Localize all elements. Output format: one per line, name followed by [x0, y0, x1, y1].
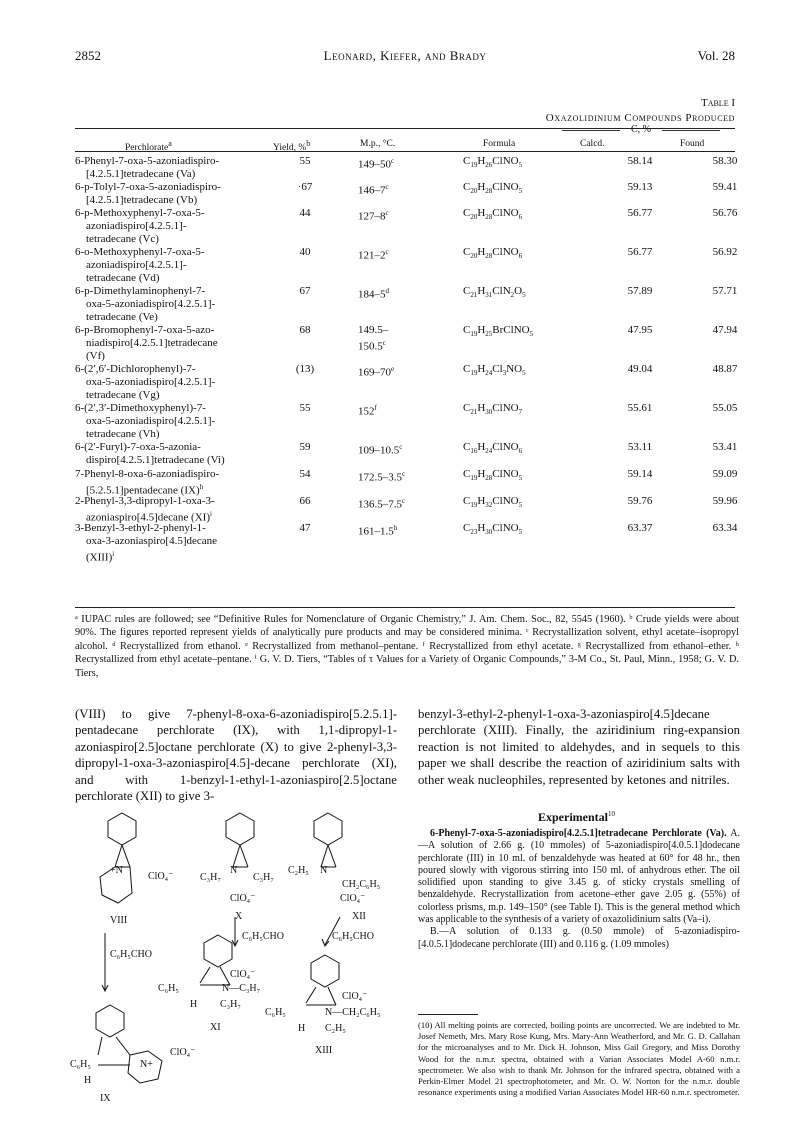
compound-name: 6-p-Dimethylaminophenyl-7- oxa-5-azoniadispiro[4.2.5.1]- tetradecane (Ve)	[75, 285, 216, 324]
mp-cell: 184–5$^d$	[358, 287, 389, 301]
cyclohexane-ring-IX	[96, 1005, 124, 1037]
found-cell: 58.30	[712, 155, 738, 167]
calcd-cell: 57.89	[627, 285, 653, 297]
yield-cell: 55	[299, 155, 311, 167]
calcd-cell: 63.37	[627, 522, 653, 534]
col-header-formula: Formula	[483, 139, 516, 149]
calcd-cell: 59.76	[627, 495, 653, 507]
found-cell: 57.71	[712, 285, 738, 297]
compound-name: 6-(2′,6′-Dichlorophenyl)-7- oxa-5-azoniadispiro[4.2.5.1]- tetradecane (Vg)	[75, 363, 216, 402]
formula-cell: $C_{19}H_{25}BrClNO_5$	[463, 324, 534, 339]
calcd-cell: 56.77	[627, 207, 653, 219]
found-cell: 47.94	[712, 324, 738, 336]
running-authors: Leonard, Kiefer, and Brady	[323, 48, 487, 63]
formula-cell: $C_{21}H_{30}ClNO_7$	[463, 402, 523, 417]
mp-cell: 172.5–3.5$^c$	[358, 470, 406, 484]
col-header-calcd: Calcd.	[580, 139, 605, 149]
compound-name: 6-p-Bromophenyl-7-oxa-5-azo- niadispiro[4.2.5.1]tetradecane (Vf)	[75, 324, 218, 363]
label-XIII: XIII	[315, 1045, 333, 1056]
calcd-cell: 47.95	[627, 324, 653, 336]
formula-cell: $C_{19}H_{32}ClNO_5$	[463, 495, 523, 510]
footnote-10: (10) All melting points are corrected, boiling points are uncorrected. We are indebted to Mr. Josef Nemeth, Mrs. Mary Rose Kung, Mrs. Mary-Ann Weatherford, and Mr. G. D. Callahan for the microanalyses and to Mr. Dick H. Johnson, Miss Gail Gregory, and Miss Dorothy Wood for the n.m.r. spectra, obtained with a Varian Associates Model A-60 n.m.r. spectrometer. We also wish to thank Mr. Johnson for the infrared spectra, obtained with a Perkin-Elmer Model 21 spectrophotometer, and Mr. O. W. Norton for the n.m.r. double resonance experiments using a modified Varian Associates Model HR-60 n.m.r. spectrometer.	[418, 1020, 740, 1098]
label-XI: XI	[210, 1022, 221, 1033]
experimental-heading: Experimental$^{10}$	[538, 810, 615, 824]
found-cell: 56.92	[712, 246, 738, 258]
formula-cell: $C_{20}H_{28}ClNO_6$	[463, 246, 523, 261]
compound-name: 7-Phenyl-8-oxa-6-azoniadispiro- [5.2.5.1]pentadecane (IX)$^h$	[75, 468, 220, 497]
table-bottom-rule	[75, 607, 735, 608]
formula-cell: $C_{21}H_{31}ClN_2O_5$	[463, 285, 526, 300]
n-XIII: N—CH₂C₆H₅	[325, 1007, 381, 1018]
compound-name: 6-(2′-Furyl)-7-oxa-5-azonia- dispiro[4.2.5.1]tetradecane (Vi)	[75, 441, 225, 467]
n-XI: N—C₃H₇	[222, 983, 261, 994]
anion-IX: ClO₄⁻	[170, 1047, 196, 1058]
compound-name: 6-o-Methoxyphenyl-7-oxa-5- azoniadispiro[4.2.5.1]- tetradecane (Vd)	[75, 246, 205, 285]
formula-cell: $C_{19}H_{26}ClNO_5$	[463, 155, 523, 170]
anion-XIII: ClO₄⁻	[342, 991, 368, 1002]
cyclohexane-ring-XII	[314, 813, 342, 845]
calcd-cell: 58.14	[627, 155, 653, 167]
formula-cell: $C_{16}H_{24}ClNO_6$	[463, 441, 523, 456]
mp-cell: 169–70e	[358, 365, 395, 379]
mp-cell: 136.5–7.5$^c$	[358, 497, 406, 511]
found-cell: 63.34	[712, 522, 738, 534]
n-plus-VIII: +N	[110, 865, 123, 876]
yield-cell: 66	[299, 495, 311, 507]
body-text-right: benzyl-3-ethyl-2-phenyl-1-oxa-3-azoniaspiro[4.5]decane perchlorate (XIII). Finally, the aziridinium ring-expansion reaction is not limited to aldehydes, and in sequels to this paper we shall describe the reaction of aziridinium salts with other weak nucleophiles, represented by ketones and nitriles.	[418, 707, 740, 787]
yield-cell: 54	[299, 468, 311, 480]
table-caption	[546, 96, 735, 126]
cyclohexane-ring-X	[226, 813, 254, 845]
cyclohexane-ring-XIII	[311, 955, 339, 987]
benzyl-XII: CH₂C₆H₅	[342, 879, 381, 890]
calcd-cell: 59.13	[627, 181, 653, 193]
table-footnotes: ᵃ IUPAC rules are followed; see “Definitive Rules for Nomenclature of Organic Chemistry,” J. Am. Chem. Soc., 82, 5545 (1960). ᵇ Crude yields were about 90%. The figures reported represent yields of analytically pure products and may be considered minima. ᶜ Recrystallization solvent, ethyl acetate–isopropyl alcohol. ᵈ Recrystallized from ethanol. ᵉ Recrystallized from methanol–pentane. ᶠ Recrystallized from ethyl acetate. ᵍ Recrystallized from ethanol–ether. ʰ Recrystallized from ethyl acetate–pentane. ⁱ G. V. D. Tiers, “Tables of τ Values for a Variety of Organic Compounds,” 3-M Co., St. Paul, Minn., 1958; G. V. D. Tiers,	[75, 614, 739, 679]
col-header-mp: M.p., °C.	[360, 139, 396, 149]
formula-cell: $C_{20}H_{28}ClNO_6$	[463, 207, 523, 222]
page-header	[75, 48, 735, 68]
mp-cell: 121–2$^c$	[358, 248, 389, 262]
compound-title: 6-Phenyl-7-oxa-5-azoniadispiro[4.2.5.1]tetradecane Perchlorate (Va).	[430, 828, 727, 839]
yield-cell: 47	[299, 522, 311, 534]
cyclohexane-ring-XI	[204, 935, 232, 967]
found-cell: 56.76	[712, 207, 738, 219]
found-cell: 59.09	[712, 468, 738, 480]
mp-cell: 127–8$^c$	[358, 209, 389, 223]
propyl-X-left: C₃H₇	[200, 872, 221, 883]
mp-cell: 149.5– 150.5$^c$	[358, 324, 389, 353]
mp-cell: 152$^f$	[358, 404, 377, 418]
compound-name: 2-Phenyl-3,3-dipropyl-1-oxa-3- azoniaspiro[4.5]decane (XI)$^i$	[75, 495, 215, 524]
h-IX: H	[84, 1075, 92, 1086]
ethyl-XIII: C₂H₅	[325, 1023, 346, 1034]
yield-cell: (13)	[295, 363, 315, 375]
reaction-scheme	[70, 805, 410, 1104]
page-number: 2852	[75, 48, 101, 63]
propyl-X-right: C₃H₇	[253, 872, 274, 883]
table-header-rule	[75, 151, 735, 152]
c-percent-header: C, %	[562, 124, 720, 135]
n-X: N	[230, 865, 238, 876]
calcd-cell: 56.77	[627, 246, 653, 258]
compound-name: 6-Phenyl-7-oxa-5-azoniadispiro- [4.2.5.1]tetradecane (Va)	[75, 155, 220, 181]
phenyl-XIII: C₆H₅	[265, 1007, 286, 1018]
body-text-left: (VIII) to give 7-phenyl-8-oxa-6-azoniadispiro[5.2.5.1]-pentadecane perchlorate (IX), with 1,1-dipropyl-1-azoniaspiro[2.5]octane perchlorate (X) to give 2-phenyl-3,3-dipropyl-1-oxa-3-azoniaspiro[4.5]-decane perchlorate (XI), and with 1-benzyl-1-ethyl-1-azoniaspiro[2.5]octane perchlorate (XII) to give 3-	[75, 707, 397, 804]
label-VIII: VIII	[110, 915, 128, 926]
reagent-X: C₆H₅CHO	[242, 931, 284, 942]
compound-name: 6-(2′,3′-Dimethoxyphenyl)-7- oxa-5-azoniadispiro[4.2.5.1]- tetradecane (Vh)	[75, 402, 216, 441]
n-IX: N+	[140, 1059, 153, 1070]
formula-cell: $C_{23}H_{30}ClNO_5$	[463, 522, 523, 537]
calcd-cell: 59.14	[627, 468, 653, 480]
compound-name: 6-p-Methoxyphenyl-7-oxa-5- azoniadispiro[4.2.5.1]- tetradecane (Vc)	[75, 207, 205, 246]
yield-cell: 44	[299, 207, 311, 219]
label-XII: XII	[352, 911, 366, 922]
found-cell: 53.41	[712, 441, 738, 453]
mp-cell: 149–50$^c$	[358, 157, 395, 171]
ethyl-XII: C₂H₅	[288, 865, 309, 876]
yield-cell: 67	[299, 285, 311, 297]
h-XI: H	[190, 999, 198, 1010]
calcd-cell: 53.11	[627, 441, 653, 453]
label-IX: IX	[100, 1093, 111, 1104]
yield-cell: ·67	[297, 181, 313, 193]
mp-cell: 109–10.5$^c$	[358, 443, 403, 457]
col-header-yield: Yield, %$^b$	[273, 139, 311, 154]
yield-cell: 55	[299, 402, 311, 414]
col-header-name: Perchlorate$^a$	[125, 139, 172, 154]
calcd-cell: 55.61	[627, 402, 653, 414]
mp-cell: 146–7$^c$	[358, 183, 389, 197]
found-cell: 59.41	[712, 181, 738, 193]
compound-name: 6-p-Tolyl-7-oxa-5-azoniadispiro- [4.2.5.1]tetradecane (Vb)	[75, 181, 221, 207]
calcd-cell: 49.04	[627, 363, 653, 375]
phenyl-IX: C₆H₅	[70, 1059, 91, 1070]
found-cell: 59.96	[712, 495, 738, 507]
compound-name: 3-Benzyl-3-ethyl-2-phenyl-1- oxa-3-azoniaspiro[4.5]decane (XIII)$^i$	[75, 522, 218, 565]
found-cell: 48.87	[712, 363, 738, 375]
volume-label: Vol. 28	[697, 48, 735, 63]
yield-cell: 40	[299, 246, 311, 258]
footnote-rule	[418, 1014, 478, 1015]
cyclohexane-ring-VIII	[108, 813, 136, 845]
formula-cell: $C_{19}H_{24}Cl_3NO_5$	[463, 363, 526, 378]
reagent-VIII: C₆H₅CHO	[110, 949, 152, 960]
procedure-a: A.—A solution of 2.66 g. (10 mmoles) of 5-azoniadispiro[4.0.5.1]dodecane perchlorate (III) in 10 ml. of benzaldehyde was heated at 60° for 48 hr., then poured slowly with vigorous stirring into 150 ml. of anhydrous ether. The oil solidified upon standing to give 3.45 g. of sticky crystals smelling of benzaldehyde. Recrystallization from acetone–ether gave 2.05 g. (55%) of colorless prisms, m.p. 149–150° (see Table I). This is the general method which was applicable to the synthesis of a variety of oxazolidinium salts (Va–i).	[418, 828, 740, 926]
propyl-XI: C₃H₇	[220, 999, 241, 1010]
anion-X: ClO₄⁻	[230, 893, 256, 904]
procedure-b: B.—A solution of 0.133 g. (0.50 mmole) of 5-azoniadispiro-[4.0.5.1]dodecane perchlorate (III) and 0.116 g. (1.09 mmoles)	[418, 926, 740, 950]
table-label: Table I	[700, 97, 735, 109]
yield-cell: 68	[299, 324, 311, 336]
label-X: X	[235, 911, 243, 922]
mp-cell: 161–1.5$^h$	[358, 524, 398, 538]
n-XII: N	[320, 865, 328, 876]
formula-cell: $C_{20}H_{28}ClNO_5$	[463, 181, 523, 196]
yield-cell: 59	[299, 441, 311, 453]
anion-XII: ClO₄⁻	[340, 893, 366, 904]
table-title: Oxazolidinium Compounds Produced	[545, 112, 735, 124]
h-XIII: H	[298, 1023, 306, 1034]
col-header-found: Found	[680, 139, 705, 149]
anion-XI: ClO₄⁻	[230, 969, 256, 980]
experimental-text	[418, 828, 740, 951]
reagent-XII: C₆H₅CHO	[332, 931, 374, 942]
anion-VIII: ClO₄⁻	[148, 871, 174, 882]
found-cell: 55.05	[712, 402, 738, 414]
formula-cell: $C_{19}H_{28}ClNO_5$	[463, 468, 523, 483]
phenyl-XI: C₆H₅	[158, 983, 179, 994]
